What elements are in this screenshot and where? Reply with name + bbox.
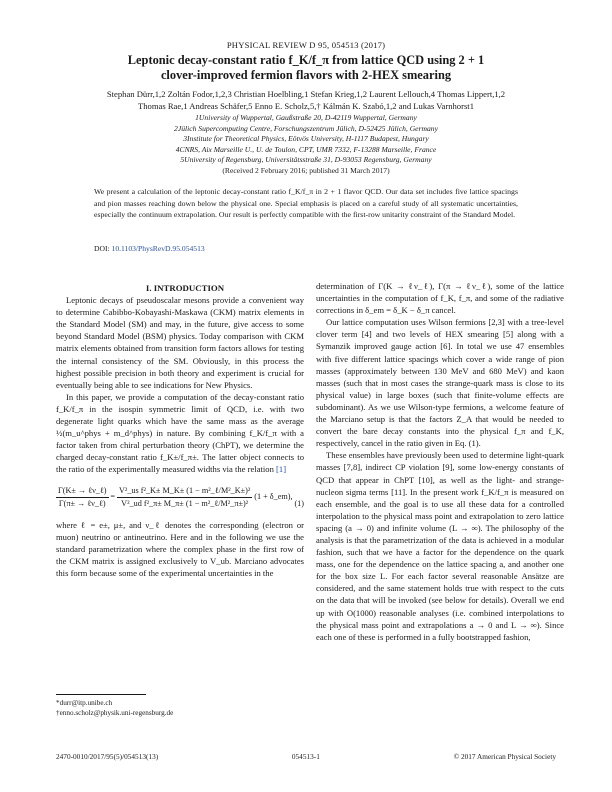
paper-title xyxy=(60,53,552,83)
equation-rhs-numerator: V²_us f²_K± M_K± (1 − m²_ℓ/M²_K±)² xyxy=(117,485,252,498)
affiliation-4: 4CNRS, Aix Marseille U., U. de Toulon, CPT, UMR 7332, F-13288 Marseille, France xyxy=(175,144,437,154)
equation-rhs-denominator: V²_ud f²_π± M_π± (1 − m²_ℓ/M²_π±)² xyxy=(121,498,249,508)
section-heading-introduction: I. INTRODUCTION xyxy=(145,283,225,293)
affiliation-list xyxy=(40,113,572,176)
footnote-rule xyxy=(56,694,146,695)
page-footer xyxy=(56,752,556,761)
affiliation-3: 3Institute for Theoretical Physics, Eötvös University, H-1117 Budapest, Hungary xyxy=(183,134,429,143)
title-line-2: clover-improved fermion flavors with 2-HEX smearing xyxy=(160,68,452,82)
intro-paragraph-1: Leptonic decays of pseudoscalar mesons provide a convenient way to determine Cabibbo-Kobayashi-Maskawa (CKM) matrix elements in the Standard Model (SM) and may, in the future, give access to some beyond Standard Model (BSM) physics. Today comparison with CKM matrix elements obtained from transition form factors allows for testing the internal consistency of the SM. Obviously, in this process the highest possible precision in both theory and experiment is crucial for eventually being able to see indications for New Physics. xyxy=(56,295,304,390)
footnote-corresponding-author-2: †enno.scholz@physik.uni-regensburg.de xyxy=(56,709,174,717)
right-paragraph-2: Our lattice computation uses Wilson fermions [2,3] with a tree-level clover term [4] and two levels of HEX smearing [5] along with a Symanzik improved gauge action [6]. In total we use 47 ensembles with five different lattice spacings which cover a wide range of pion masses (approximately between 130 MeV and 680 MeV) and kaon masses (such that in most cases the strange-quark mass is close to its physical value) in large boxes (such that finite-volume effects are subdominant). As we use Wilson-type fermions, a welcome feature of the Marciano setup is that the factors Z_A that would be needed to convert the bare decay constants into the physical f_π and f_K, respectively, cancel in the ratio given in Eq. (1). xyxy=(316,317,564,449)
equation-number: (1) xyxy=(294,498,304,508)
left-column xyxy=(56,282,304,579)
citation-link[interactable]: [1] xyxy=(276,464,287,475)
footer-page-number: 054513-1 xyxy=(291,752,320,761)
doi-link[interactable]: 10.1103/PhysRevD.95.054513 xyxy=(111,244,205,253)
intro-paragraph-2-text: In this paper, we provide a computation of the decay-constant ratio f_K/f_π in the isospin symmetric limit of QCD, i.e. with two degenerate light quarks which have the same mass as the average ½(m_u^phys + m_d^phys) in nature. By combining f_K/f_π with a factor taken from chiral perturbation theory (ChPT), we determine the charged decay-constant ratio f_K±/f_π±. The latter object connects to the ratio of the experimentally measured widths via the relation xyxy=(56,391,304,475)
received-date: (Received 2 February 2016; published 31 March 2017) xyxy=(222,165,390,175)
journal-header: PHYSICAL REVIEW D 95, 054513 (2017) xyxy=(226,40,386,50)
intro-paragraph-2 xyxy=(56,391,304,476)
doi-line xyxy=(94,244,205,253)
equation-lhs xyxy=(56,485,109,510)
equation-rhs xyxy=(117,485,252,510)
right-column xyxy=(316,280,564,643)
equation-1 xyxy=(56,485,304,510)
footnote-corresponding-author-1: *durr@itp.unibe.ch xyxy=(56,699,113,707)
intro-paragraph-3: where ℓ = e±, μ±, and ν_ℓ denotes the corresponding (electron or muon) neutrino or antineutrino. Here and in the following we use the standard parametrization where the complex phase in the first row of the CKM matrix is assigned exclusively to V_ub. Marciano advocates this form because some of the experimental uncertainties in the xyxy=(56,519,304,579)
abstract: We present a calculation of the leptonic decay-constant ratio f_K/f_π in 2 + 1 flavor QCD. Our data set includes five lattice spacings and pion masses reaching down below the physical one. Special emphasis is placed on a careful study of all systematic uncertainties, especially the continuum extrapolation. Our result is perfectly compatible with the first-row unitarity constraint of the Standard Model. xyxy=(94,187,518,219)
equation-lhs-denominator: Γ(π± → ℓν_ℓ) xyxy=(58,498,106,508)
affiliation-1: 1University of Wuppertal, Gaußstraße 20, D-42119 Wuppertal, Germany xyxy=(195,113,417,122)
right-paragraph-3: These ensembles have previously been used to determine light-quark masses [7,8], indirect CP violation [9], some low-energy constants of QCD that appear in ChPT [10], as well as the light- and strange-nucleon sigma terms [11]. In the present work f_K/f_π is measured on each ensemble, and the goal is to use all these data for a controlled interpolation to the physical mass point and extrapolation to zero lattice spacing (a → 0) and infinite volume (L → ∞). The philosophy of the analysis is that the parametrization of the data is achieved in a modular fashion, such that we have a factor for the dependence on the quark mass, one for the dependence on the lattice spacing a, and another one for the box size L. For each factor several reasonable Ansätze are considered, and the same statement holds true with respect to the cuts on the data that will be invoked (see below for details). Overall we end up with O(1000) reasonable analyses (i.e. combined interpolations to the physical mass point and extrapolations a → 0 and L → ∞). Since each one of these is performed in a fully bootstrapped fashion, xyxy=(316,450,564,642)
author-list xyxy=(40,88,572,112)
footer-issn: 2470-0010/2017/95(5)/054513(13) xyxy=(56,752,159,761)
right-paragraph-1: determination of Γ(K → ℓν_ℓ), Γ(π → ℓν_ℓ), some of the lattice uncertainties in the computation of f_K, f_π, and some of the radiative corrections in δ_em = δ_K − δ_π cancel. xyxy=(316,281,564,316)
footer-copyright: © 2017 American Physical Society xyxy=(453,752,556,761)
equals-sign: = xyxy=(110,492,116,502)
affiliation-2: 2Jülich Supercomputing Centre, Forschungszentrum Jülich, D-52425 Jülich, Germany xyxy=(174,123,438,133)
author-line-2: Thomas Rae,1 Andreas Schäfer,5 Enno E. Scholz,5,† Kálmán K. Szabó,1,2 and Lukas Varnhorst1 xyxy=(137,101,474,111)
title-line-1: Leptonic decay-constant ratio f_K/f_π from lattice QCD using 2 + 1 xyxy=(127,53,485,67)
footnotes xyxy=(56,694,304,718)
equation-lhs-numerator: Γ(K± → ℓν_ℓ) xyxy=(56,485,109,498)
affiliation-5: 5University of Regensburg, Universitätsstraße 31, D-93053 Regensburg, Germany xyxy=(180,155,432,164)
doi-label: DOI: xyxy=(94,244,110,253)
equation-tail: (1 + δ_em), xyxy=(254,492,293,502)
author-line-1: Stephan Dürr,1,2 Zoltán Fodor,1,2,3 Christian Hoelbling,1 Stefan Krieg,1,2 Laurent Lellouch,4 Thomas Lippert,1,2 xyxy=(106,89,506,99)
